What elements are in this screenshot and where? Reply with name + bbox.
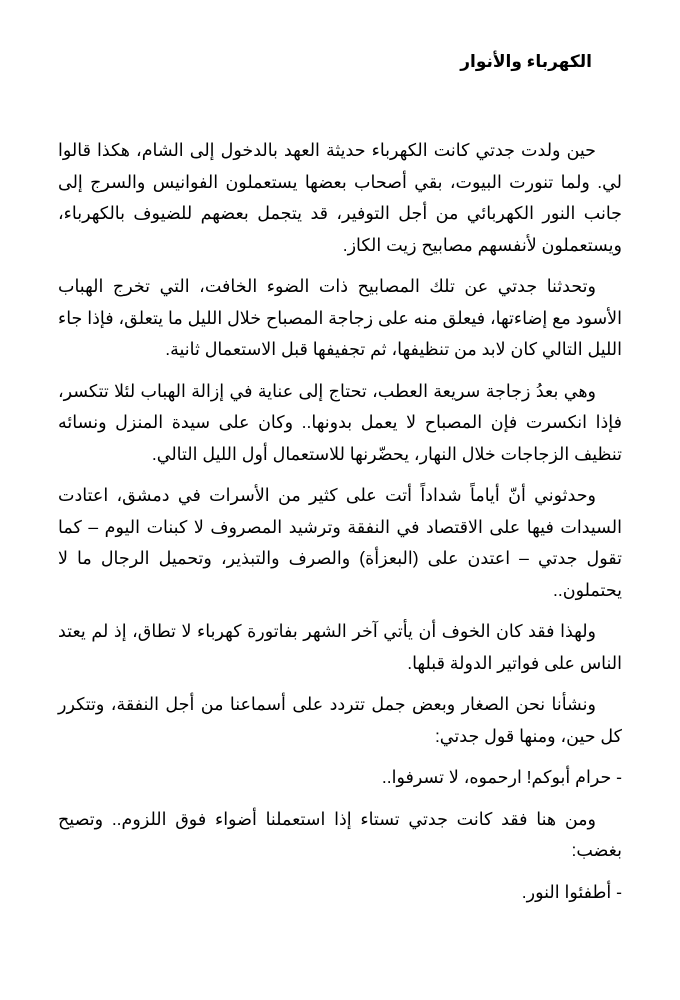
dialogue-line: - أطفئوا النور. bbox=[521, 881, 622, 902]
paragraph: وحدثوني أنّ أياماً شداداً أتت على كثير من الأسرات في دمشق، اعتادت السيدات فيها على الاقتصاد في النفقة وترشيد المصروف لا كبنات اليوم – كما تقول جدتي – اعتدن على (البعزأة) والصرف والتبذير، وتحميل الرجال ما لا يحتملون.. bbox=[58, 485, 622, 600]
paragraph: وتحدثنا جدتي عن تلك المصابيح ذات الضوء الخافت، التي تخرج الهباب الأسود مع إضاءتها، فيعلق منه على زجاجة المصباح خلال الليل ما يتعلق، فإذا جاء الليل التالي كان لابد من تنظيفها، ثم تجفيفها قبل الاستعمال ثانية. bbox=[58, 276, 622, 359]
dialogue-line: - حرام أبوكم! ارحموه، لا تسرفوا.. bbox=[381, 767, 622, 787]
paragraph: وهي بعدُ زجاجة سريعة العطب، تحتاج إلى عناية في إزالة الهباب لئلا تتكسر، فإذا انكسرت فإن المصباح لا يعمل بدونها.. وكان على سيدة المنزل ونسائه تنظيف الزجاجات خلال النهار، يحضّرنها للاستعمال أول الليل التالي. bbox=[58, 380, 622, 464]
paragraph: ونشأنا نحن الصغار وبعض جمل تتردد على أسماعنا من أجل النفقة، وتتكرر كل حين، ومنها قول جدتي: bbox=[58, 694, 622, 746]
paragraph: حين ولدت جدتي كانت الكهرباء حديثة العهد بالدخول إلى الشام، هكذا قالوا لي. ولما تنورت البيوت، بقي أصحاب بعضها يستعملون الفوانيس والسرج إلى جانب النور الكهربائي من أجل التوفير، قد يتجمل بعضهم للضيوف بالكهرباء، ويستعملون لأنفسهم مصابيح زيت الكاز. bbox=[58, 140, 622, 255]
document-body bbox=[58, 135, 622, 908]
paragraph: ولهذا فقد كان الخوف أن يأتي آخر الشهر بفاتورة كهرباء لا تطاق، إذ لم يعتد الناس على فواتير الدولة قبلها. bbox=[58, 621, 622, 673]
document-title: الكهرباء والأنوار bbox=[460, 52, 592, 71]
paragraph: ومن هنا فقد كانت جدتي تستاء إذا استعملنا أضواء فوق اللزوم.. وتصيح بغضب: bbox=[58, 808, 622, 860]
